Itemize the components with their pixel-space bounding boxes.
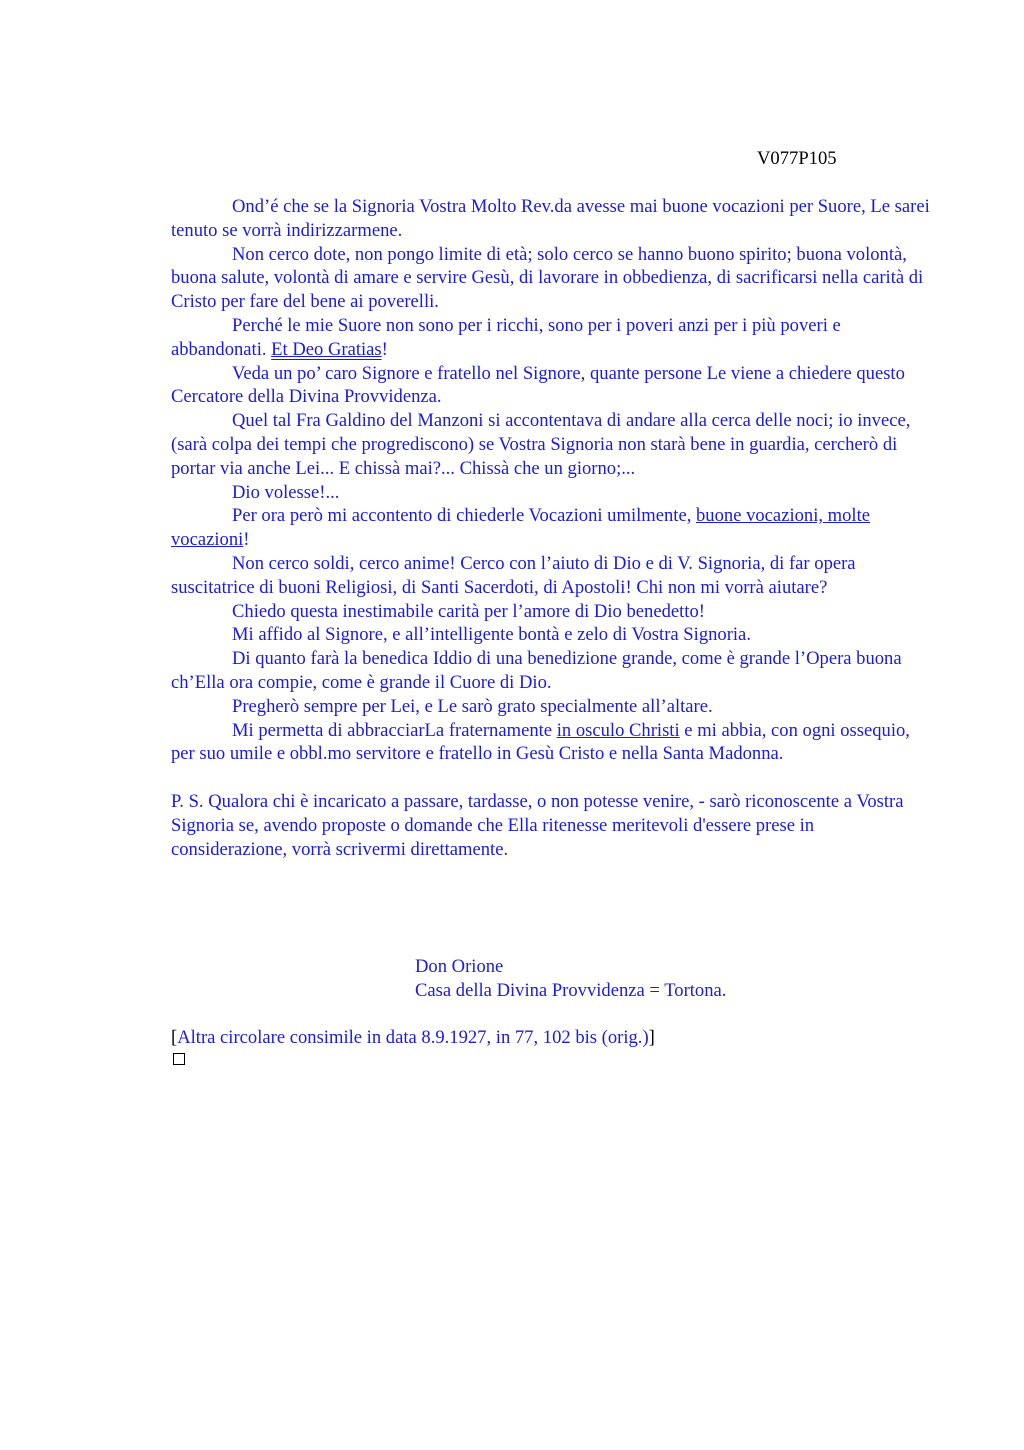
empty-box-icon (173, 1053, 185, 1065)
paragraph-4: Veda un po’ caro Signore e fratello nel Signore, quante persone Le viene a chiedere questo Cercatore della Divina Provvidenza. (171, 362, 905, 408)
signature (415, 955, 726, 1003)
letter-body (171, 195, 931, 861)
signature-name: Don Orione (415, 956, 504, 977)
paragraph-5: Quel tal Fra Galdino del Manzoni si accontentava di andare alla cerca delle noci; io invece, (sarà colpa dei tempi che progrediscono) se Vostra Signoria non starà bene in guardia, cercherò di portar via anche Lei... E chissà mai?... Chissà che un giorno;... (171, 410, 911, 479)
paragraph-1: Ond’é che se la Signoria Vostra Molto Rev.da avesse mai buone vocazioni per Suore, Le sarei tenuto se vorrà indirizzarmene. (171, 196, 930, 241)
paragraph-11: Di quanto farà la benedica Iddio di una benedizione grande, come è grande l’Opera buona ch’Ella ora compie, come è grande il Cuore di Dio. (171, 648, 902, 693)
paragraph-3: Perché le mie Suore non sono per i ricchi, sono per i poveri anzi per i più poveri e abbandonati. Et Deo Gratias! (171, 314, 841, 360)
editorial-note: [Altra circolare consimile in data 8.9.1927, in 77, 102 bis (orig.)] (171, 1027, 655, 1048)
page-id: V077P105 (757, 148, 837, 169)
paragraph-9: Chiedo questa inestimabile carità per l’amore di Dio benedetto! (232, 600, 705, 622)
paragraph-13: Mi permetta di abbracciarLa fraternamente in osculo Christi e mi abbia, con ogni ossequio, per suo umile e obbl.mo servitore e fratello in Gesù Cristo e nella Santa Madonna. (171, 719, 910, 765)
paragraph-6: Dio volesse!... (232, 481, 340, 503)
paragraph-12: Pregherò sempre per Lei, e Le sarò grato specialmente all’altare. (232, 695, 713, 717)
paragraph-7: Per ora però mi accontento di chiederle Vocazioni umilmente, buone vocazioni, molte vocazioni! (171, 505, 871, 551)
signature-address: Casa della Divina Provvidenza = Tortona. (415, 979, 727, 1001)
paragraph-8: Non cerco soldi, cerco anime! Cerco con l’aiuto di Dio e di V. Signoria, di far opera suscitatrice di buoni Religiosi, di Santi Sacerdoti, di Apostoli! Chi non mi vorrà aiutare? (171, 552, 856, 598)
postscript: P. S. Qualora chi è incaricato a passare, tardasse, o non potesse venire, - sarò riconoscente a Vostra Signoria se, avendo proposte o domande che Ella ritenesse meritevoli d'essere prese in considerazione, vorrà scrivermi direttamente. (171, 790, 904, 860)
editorial-note-text: Altra circolare consimile in data 8.9.1927, in 77, 102 bis (orig.) (177, 1027, 649, 1048)
paragraph-2: Non cerco dote, non pongo limite di età; solo cerco se hanno buono spirito; buona volontà, buona salute, volontà di amare e servire Gesù, di lavorare in obbedienza, di sacrificarsi nella carità di Cristo per fare del bene ai poverelli. (171, 243, 924, 313)
in-osculo-christi: in osculo Christi (556, 719, 680, 741)
et-deo-gratias: Et Deo Gratias (271, 338, 382, 360)
paragraph-10: Mi affido al Signore, e all’intelligente bontà e zelo di Vostra Signoria. (232, 624, 751, 646)
buone-vocazioni: buone vocazioni, molte vocazioni (171, 505, 871, 551)
